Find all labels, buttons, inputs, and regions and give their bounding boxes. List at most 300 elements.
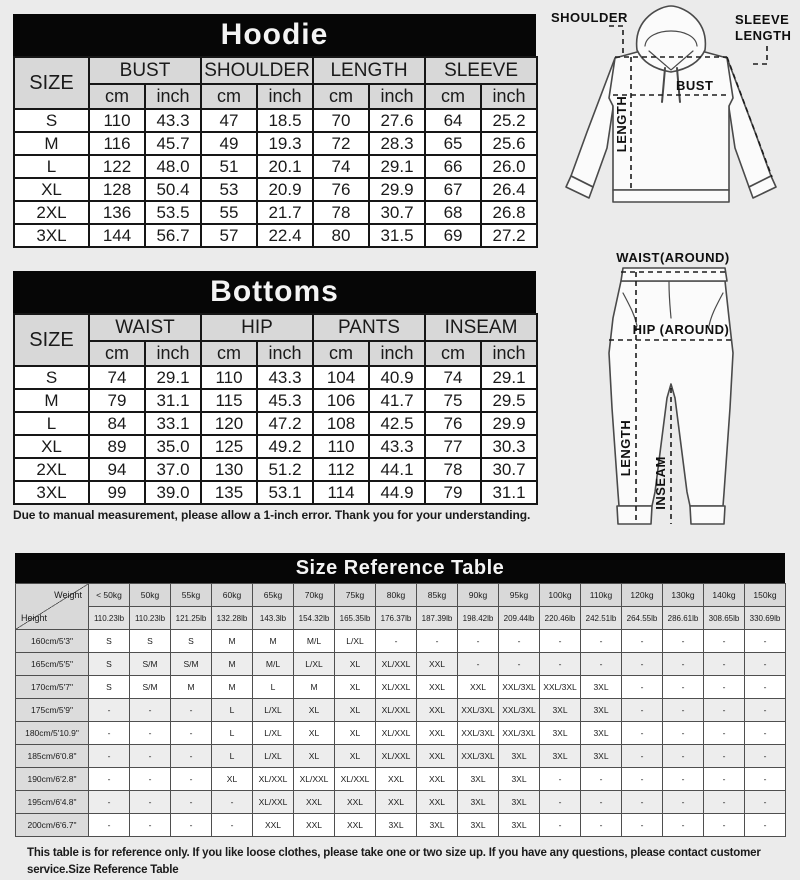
size-recommendation-cell: - bbox=[704, 699, 745, 722]
table-row bbox=[14, 178, 537, 201]
size-recommendation-cell: - bbox=[540, 791, 581, 814]
weight-kg-header: 130kg bbox=[663, 584, 704, 607]
weight-lb-header: 176.37lb bbox=[376, 607, 417, 630]
value-cell: 43.3 bbox=[369, 435, 425, 458]
value-cell: 104 bbox=[313, 366, 369, 389]
unit-header: inch bbox=[481, 84, 537, 109]
weight-kg-header: 85kg bbox=[417, 584, 458, 607]
size-reference-footnote: This table is for reference only. If you like loose clothes, please take one or two size up. If you have any questions, please contact customer service.Size Reference Table bbox=[27, 847, 761, 876]
value-cell: 21.7 bbox=[257, 201, 313, 224]
size-recommendation-cell: 3XL bbox=[540, 699, 581, 722]
value-cell: 108 bbox=[313, 412, 369, 435]
unit-header: inch bbox=[257, 341, 313, 366]
value-cell: 29.1 bbox=[369, 155, 425, 178]
value-cell: 56.7 bbox=[145, 224, 201, 247]
size-recommendation-cell: XL/XXL bbox=[253, 791, 294, 814]
height-cell: 160cm/5'3" bbox=[16, 630, 89, 653]
value-cell: 25.2 bbox=[481, 109, 537, 132]
size-recommendation-cell: - bbox=[745, 814, 786, 837]
table-row bbox=[14, 366, 537, 389]
size-recommendation-cell: - bbox=[745, 630, 786, 653]
value-cell: 66 bbox=[425, 155, 481, 178]
value-cell: 53.5 bbox=[145, 201, 201, 224]
bust-label: BUST bbox=[676, 78, 714, 93]
size-recommendation-cell: - bbox=[663, 791, 704, 814]
size-recommendation-cell: - bbox=[458, 653, 499, 676]
weight-lb-header: 286.61lb bbox=[663, 607, 704, 630]
size-recommendation-cell: - bbox=[622, 768, 663, 791]
inseam-label: INSEAM bbox=[653, 456, 668, 510]
size-recommendation-cell: 3XL bbox=[540, 722, 581, 745]
value-cell: 37.0 bbox=[145, 458, 201, 481]
value-cell: 26.0 bbox=[481, 155, 537, 178]
value-cell: 94 bbox=[89, 458, 145, 481]
weight-kg-header: 80kg bbox=[376, 584, 417, 607]
size-recommendation-cell: - bbox=[704, 791, 745, 814]
size-recommendation-cell: S bbox=[171, 630, 212, 653]
size-recommendation-cell: - bbox=[704, 630, 745, 653]
height-cell: 190cm/6'2.8" bbox=[16, 768, 89, 791]
bottoms-size-table bbox=[13, 313, 538, 505]
size-recommendation-cell: XL bbox=[335, 722, 376, 745]
size-recommendation-cell: - bbox=[171, 722, 212, 745]
size-recommendation-cell: L/XL bbox=[253, 745, 294, 768]
size-column-header: SIZE bbox=[14, 57, 89, 109]
value-cell: 33.1 bbox=[145, 412, 201, 435]
size-recommendation-cell: XL/XXL bbox=[253, 768, 294, 791]
size-recommendation-cell: L bbox=[212, 745, 253, 768]
hoodie-hem-band bbox=[613, 190, 729, 202]
size-recommendation-cell: L/XL bbox=[335, 630, 376, 653]
size-recommendation-cell: XL/XXL bbox=[376, 676, 417, 699]
value-cell: 116 bbox=[89, 132, 145, 155]
table-row bbox=[14, 132, 537, 155]
weight-kg-header: 120kg bbox=[622, 584, 663, 607]
unit-header: cm bbox=[89, 341, 145, 366]
size-reference-table bbox=[15, 583, 786, 837]
value-cell: 106 bbox=[313, 389, 369, 412]
value-cell: 29.1 bbox=[145, 366, 201, 389]
size-recommendation-cell: XL bbox=[335, 745, 376, 768]
table-row bbox=[14, 435, 537, 458]
size-recommendation-cell: - bbox=[663, 745, 704, 768]
measurement-note: Due to manual measurement, please allow a 1-inch error. Thank you for your understanding. bbox=[13, 508, 531, 522]
value-cell: 53.1 bbox=[257, 481, 313, 504]
weight-lb-header: 143.3lb bbox=[253, 607, 294, 630]
table-row bbox=[16, 745, 786, 768]
value-cell: 110 bbox=[89, 109, 145, 132]
size-cell: 3XL bbox=[14, 481, 89, 504]
size-recommendation-cell: L bbox=[212, 722, 253, 745]
table-row bbox=[14, 109, 537, 132]
size-recommendation-cell: XXL/3XL bbox=[458, 699, 499, 722]
measure-group-header: SLEEVE bbox=[425, 57, 537, 84]
size-recommendation-cell: - bbox=[89, 768, 130, 791]
pants-right-cuff bbox=[690, 506, 725, 524]
size-recommendation-cell: - bbox=[745, 768, 786, 791]
weight-lb-header: 308.65lb bbox=[704, 607, 745, 630]
size-recommendation-cell: 3XL bbox=[499, 814, 540, 837]
value-cell: 51.2 bbox=[257, 458, 313, 481]
weight-lb-header: 242.51lb bbox=[581, 607, 622, 630]
hip-label: HIP (AROUND) bbox=[632, 322, 730, 337]
value-cell: 74 bbox=[89, 366, 145, 389]
hoodie-right-sleeve bbox=[727, 58, 771, 187]
size-recommendation-cell: M bbox=[212, 653, 253, 676]
weight-lb-header: 187.39lb bbox=[417, 607, 458, 630]
size-recommendation-cell: - bbox=[130, 814, 171, 837]
shoulder-label: SHOULDER bbox=[551, 10, 628, 25]
size-recommendation-cell: - bbox=[540, 814, 581, 837]
table-row bbox=[16, 630, 786, 653]
size-cell: M bbox=[14, 389, 89, 412]
value-cell: 49.2 bbox=[257, 435, 313, 458]
height-cell: 195cm/6'4.8" bbox=[16, 791, 89, 814]
size-recommendation-cell: M bbox=[212, 630, 253, 653]
value-cell: 79 bbox=[425, 481, 481, 504]
unit-header: inch bbox=[369, 341, 425, 366]
value-cell: 42.5 bbox=[369, 412, 425, 435]
height-corner-label: Height bbox=[21, 613, 48, 623]
size-recommendation-cell: XL bbox=[335, 653, 376, 676]
size-recommendation-cell: XXL bbox=[417, 745, 458, 768]
value-cell: 27.2 bbox=[481, 224, 537, 247]
value-cell: 128 bbox=[89, 178, 145, 201]
size-recommendation-cell: - bbox=[130, 745, 171, 768]
size-recommendation-cell: S/M bbox=[130, 653, 171, 676]
size-recommendation-cell: XXL bbox=[335, 791, 376, 814]
weight-kg-header: 65kg bbox=[253, 584, 294, 607]
measure-group-header: LENGTH bbox=[313, 57, 425, 84]
unit-header: cm bbox=[425, 84, 481, 109]
size-recommendation-cell: 3XL bbox=[581, 699, 622, 722]
size-recommendation-cell: 3XL bbox=[581, 745, 622, 768]
unit-header: cm bbox=[201, 341, 257, 366]
measure-group-header: INSEAM bbox=[425, 314, 537, 341]
pants-measurement-diagram bbox=[543, 248, 800, 548]
size-recommendation-cell: XL/XXL bbox=[376, 699, 417, 722]
size-recommendation-cell: XXL bbox=[458, 676, 499, 699]
size-recommendation-cell: - bbox=[581, 814, 622, 837]
size-recommendation-cell: XL/XXL bbox=[376, 722, 417, 745]
size-recommendation-cell: 3XL bbox=[581, 676, 622, 699]
size-recommendation-cell: - bbox=[89, 722, 130, 745]
size-recommendation-cell: - bbox=[622, 745, 663, 768]
unit-header: inch bbox=[145, 341, 201, 366]
size-recommendation-cell: L/XL bbox=[294, 653, 335, 676]
table-row bbox=[16, 722, 786, 745]
size-recommendation-cell: L/XL bbox=[253, 722, 294, 745]
value-cell: 26.4 bbox=[481, 178, 537, 201]
size-cell: S bbox=[14, 366, 89, 389]
value-cell: 78 bbox=[313, 201, 369, 224]
bottoms-size-section bbox=[13, 271, 536, 505]
hoodie-measurement-diagram bbox=[543, 0, 800, 250]
sleeve-leader-line bbox=[753, 46, 767, 64]
weight-kg-header: 140kg bbox=[704, 584, 745, 607]
hoodie-size-section bbox=[13, 14, 536, 248]
size-recommendation-cell: - bbox=[171, 699, 212, 722]
size-reference-title: Size Reference Table bbox=[15, 553, 785, 583]
size-recommendation-cell: - bbox=[212, 791, 253, 814]
value-cell: 47 bbox=[201, 109, 257, 132]
weight-lb-header: 330.69lb bbox=[745, 607, 786, 630]
size-recommendation-cell: M/L bbox=[253, 653, 294, 676]
weight-lb-header: 132.28lb bbox=[212, 607, 253, 630]
value-cell: 130 bbox=[201, 458, 257, 481]
table-row bbox=[14, 412, 537, 435]
value-cell: 49 bbox=[201, 132, 257, 155]
size-cell: XL bbox=[14, 178, 89, 201]
size-recommendation-cell: - bbox=[622, 814, 663, 837]
weight-kg-header: 90kg bbox=[458, 584, 499, 607]
table-row bbox=[16, 791, 786, 814]
size-recommendation-cell: - bbox=[581, 630, 622, 653]
value-cell: 28.3 bbox=[369, 132, 425, 155]
value-cell: 29.9 bbox=[481, 412, 537, 435]
height-cell: 165cm/5'5" bbox=[16, 653, 89, 676]
size-recommendation-cell: XL bbox=[294, 699, 335, 722]
value-cell: 144 bbox=[89, 224, 145, 247]
unit-header: cm bbox=[201, 84, 257, 109]
size-recommendation-cell: XXL bbox=[417, 768, 458, 791]
size-recommendation-cell: M bbox=[253, 630, 294, 653]
size-recommendation-cell: - bbox=[89, 745, 130, 768]
size-recommendation-cell: - bbox=[622, 653, 663, 676]
value-cell: 26.8 bbox=[481, 201, 537, 224]
size-recommendation-cell: - bbox=[622, 699, 663, 722]
size-recommendation-cell: - bbox=[171, 768, 212, 791]
value-cell: 22.4 bbox=[257, 224, 313, 247]
value-cell: 44.9 bbox=[369, 481, 425, 504]
size-recommendation-cell: - bbox=[540, 653, 581, 676]
table-row bbox=[14, 389, 537, 412]
size-recommendation-cell: - bbox=[130, 791, 171, 814]
pants-left-cuff bbox=[617, 506, 652, 524]
size-column-header: SIZE bbox=[14, 314, 89, 366]
size-cell: L bbox=[14, 155, 89, 178]
measure-group-header: HIP bbox=[201, 314, 313, 341]
size-recommendation-cell: - bbox=[376, 630, 417, 653]
size-recommendation-cell: 3XL bbox=[499, 745, 540, 768]
size-recommendation-cell: - bbox=[622, 722, 663, 745]
size-recommendation-cell: S bbox=[89, 630, 130, 653]
sleeve-length-label-2: LENGTH bbox=[735, 28, 792, 43]
weight-lb-header: 220.46lb bbox=[540, 607, 581, 630]
hoodie-hood bbox=[637, 6, 706, 72]
size-recommendation-cell: XL/XXL bbox=[335, 768, 376, 791]
size-recommendation-cell: - bbox=[704, 745, 745, 768]
value-cell: 48.0 bbox=[145, 155, 201, 178]
size-cell: 2XL bbox=[14, 458, 89, 481]
value-cell: 78 bbox=[425, 458, 481, 481]
value-cell: 74 bbox=[313, 155, 369, 178]
value-cell: 77 bbox=[425, 435, 481, 458]
value-cell: 41.7 bbox=[369, 389, 425, 412]
size-recommendation-cell: - bbox=[704, 676, 745, 699]
value-cell: 99 bbox=[89, 481, 145, 504]
value-cell: 125 bbox=[201, 435, 257, 458]
height-cell: 200cm/6'6.7" bbox=[16, 814, 89, 837]
size-recommendation-cell: M/L bbox=[294, 630, 335, 653]
size-recommendation-cell: 3XL bbox=[458, 791, 499, 814]
size-recommendation-cell: L bbox=[253, 676, 294, 699]
size-recommendation-cell: XL bbox=[212, 768, 253, 791]
size-recommendation-cell: XXL/3XL bbox=[458, 722, 499, 745]
value-cell: 69 bbox=[425, 224, 481, 247]
size-recommendation-cell: - bbox=[171, 745, 212, 768]
measure-group-header: BUST bbox=[89, 57, 201, 84]
size-recommendation-cell: - bbox=[663, 653, 704, 676]
size-recommendation-cell: XXL bbox=[294, 791, 335, 814]
size-recommendation-cell: - bbox=[458, 630, 499, 653]
size-recommendation-cell: - bbox=[622, 676, 663, 699]
waist-label: WAIST(AROUND) bbox=[616, 250, 730, 265]
size-recommendation-cell: XXL bbox=[417, 791, 458, 814]
size-recommendation-cell: XXL bbox=[417, 676, 458, 699]
size-recommendation-cell: 3XL bbox=[458, 814, 499, 837]
weight-corner-label: Weight bbox=[54, 590, 82, 600]
size-recommendation-cell: XXL bbox=[253, 814, 294, 837]
value-cell: 27.6 bbox=[369, 109, 425, 132]
value-cell: 43.3 bbox=[145, 109, 201, 132]
length-label: LENGTH bbox=[614, 95, 629, 153]
value-cell: 57 bbox=[201, 224, 257, 247]
size-recommendation-cell: - bbox=[130, 699, 171, 722]
size-recommendation-cell: XL bbox=[335, 699, 376, 722]
height-cell: 185cm/6'0.8" bbox=[16, 745, 89, 768]
hoodie-left-sleeve bbox=[571, 58, 615, 187]
size-cell: L bbox=[14, 412, 89, 435]
weight-lb-header: 198.42lb bbox=[458, 607, 499, 630]
pants-waistband bbox=[621, 268, 727, 281]
size-recommendation-cell: L/XL bbox=[253, 699, 294, 722]
size-recommendation-cell: XXL bbox=[376, 768, 417, 791]
size-recommendation-cell: - bbox=[499, 653, 540, 676]
table-row bbox=[16, 814, 786, 837]
size-recommendation-cell: XXL/3XL bbox=[540, 676, 581, 699]
value-cell: 115 bbox=[201, 389, 257, 412]
height-cell: 180cm/5'10.9" bbox=[16, 722, 89, 745]
size-cell: 3XL bbox=[14, 224, 89, 247]
size-recommendation-cell: - bbox=[663, 814, 704, 837]
value-cell: 31.1 bbox=[481, 481, 537, 504]
weight-kg-header: 150kg bbox=[745, 584, 786, 607]
value-cell: 45.3 bbox=[257, 389, 313, 412]
size-recommendation-cell: - bbox=[581, 653, 622, 676]
sleeve-length-label-1: SLEEVE bbox=[735, 12, 790, 27]
unit-header: cm bbox=[89, 84, 145, 109]
size-recommendation-cell: - bbox=[745, 791, 786, 814]
value-cell: 43.3 bbox=[257, 366, 313, 389]
bottoms-table-title: Bottoms bbox=[13, 271, 536, 313]
value-cell: 55 bbox=[201, 201, 257, 224]
size-reference-section bbox=[15, 553, 785, 837]
size-recommendation-cell: M bbox=[294, 676, 335, 699]
value-cell: 70 bbox=[313, 109, 369, 132]
value-cell: 20.1 bbox=[257, 155, 313, 178]
value-cell: 110 bbox=[313, 435, 369, 458]
value-cell: 31.5 bbox=[369, 224, 425, 247]
size-recommendation-cell: XXL bbox=[417, 699, 458, 722]
size-recommendation-cell: - bbox=[745, 653, 786, 676]
weight-kg-header: 60kg bbox=[212, 584, 253, 607]
size-recommendation-cell: XL bbox=[335, 676, 376, 699]
value-cell: 79 bbox=[89, 389, 145, 412]
value-cell: 135 bbox=[201, 481, 257, 504]
size-recommendation-cell: - bbox=[663, 722, 704, 745]
weight-kg-header: 95kg bbox=[499, 584, 540, 607]
value-cell: 29.1 bbox=[481, 366, 537, 389]
value-cell: 20.9 bbox=[257, 178, 313, 201]
size-recommendation-cell: 3XL bbox=[458, 768, 499, 791]
size-recommendation-cell: XXL/3XL bbox=[499, 676, 540, 699]
value-cell: 30.3 bbox=[481, 435, 537, 458]
size-recommendation-cell: - bbox=[581, 791, 622, 814]
value-cell: 75 bbox=[425, 389, 481, 412]
table-row bbox=[14, 458, 537, 481]
value-cell: 51 bbox=[201, 155, 257, 178]
measure-group-header: WAIST bbox=[89, 314, 201, 341]
hoodie-table-title: Hoodie bbox=[13, 14, 536, 56]
size-recommendation-cell: L bbox=[212, 699, 253, 722]
value-cell: 45.7 bbox=[145, 132, 201, 155]
size-recommendation-cell: M bbox=[171, 676, 212, 699]
weight-lb-header: 154.32lb bbox=[294, 607, 335, 630]
size-recommendation-cell: - bbox=[540, 768, 581, 791]
weight-lb-header: 165.35lb bbox=[335, 607, 376, 630]
size-cell: 2XL bbox=[14, 201, 89, 224]
table-row bbox=[16, 768, 786, 791]
size-recommendation-cell: - bbox=[622, 630, 663, 653]
size-recommendation-cell: S/M bbox=[171, 653, 212, 676]
size-recommendation-cell: - bbox=[130, 768, 171, 791]
table-row bbox=[14, 481, 537, 504]
value-cell: 120 bbox=[201, 412, 257, 435]
size-recommendation-cell: - bbox=[417, 630, 458, 653]
weight-kg-header: 110kg bbox=[581, 584, 622, 607]
size-recommendation-cell: 3XL bbox=[540, 745, 581, 768]
value-cell: 19.3 bbox=[257, 132, 313, 155]
unit-header: cm bbox=[313, 341, 369, 366]
weight-lb-header: 110.23lb bbox=[89, 607, 130, 630]
value-cell: 29.9 bbox=[369, 178, 425, 201]
size-recommendation-cell: - bbox=[499, 630, 540, 653]
unit-header: inch bbox=[145, 84, 201, 109]
value-cell: 112 bbox=[313, 458, 369, 481]
value-cell: 122 bbox=[89, 155, 145, 178]
size-recommendation-cell: S bbox=[130, 630, 171, 653]
size-recommendation-cell: 3XL bbox=[499, 768, 540, 791]
size-cell: S bbox=[14, 109, 89, 132]
size-recommendation-cell: - bbox=[663, 699, 704, 722]
size-recommendation-cell: M bbox=[212, 676, 253, 699]
table-row bbox=[16, 699, 786, 722]
table-row bbox=[14, 155, 537, 178]
size-recommendation-cell: - bbox=[212, 814, 253, 837]
size-recommendation-cell: - bbox=[663, 768, 704, 791]
value-cell: 136 bbox=[89, 201, 145, 224]
size-recommendation-cell: S bbox=[89, 676, 130, 699]
weight-height-corner-cell bbox=[16, 584, 89, 630]
value-cell: 84 bbox=[89, 412, 145, 435]
shoulder-leader-line bbox=[609, 26, 623, 57]
unit-header: cm bbox=[425, 341, 481, 366]
value-cell: 72 bbox=[313, 132, 369, 155]
value-cell: 76 bbox=[313, 178, 369, 201]
size-recommendation-cell: - bbox=[704, 722, 745, 745]
size-recommendation-cell: XXL/3XL bbox=[458, 745, 499, 768]
